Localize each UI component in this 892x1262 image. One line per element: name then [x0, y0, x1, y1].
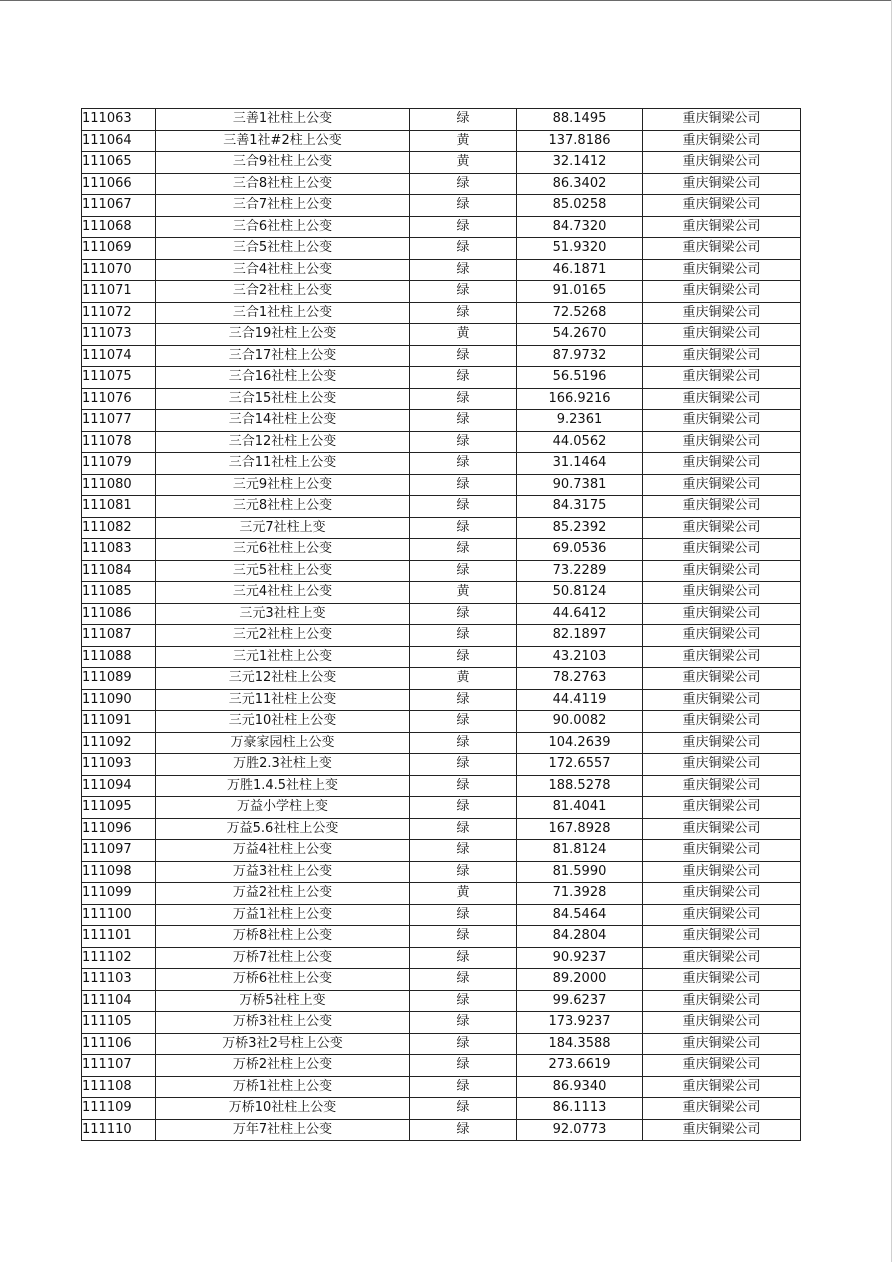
- table-row: [82, 754, 801, 776]
- cell-name: 三合15社柱上公变: [156, 388, 410, 410]
- cell-company: 重庆铜梁公司: [643, 195, 801, 217]
- cell-company: 重庆铜梁公司: [643, 453, 801, 475]
- cell-id: 111095: [82, 797, 156, 819]
- cell-id: 111068: [82, 216, 156, 238]
- cell-value: 167.8928: [517, 818, 643, 840]
- cell-id: 111097: [82, 840, 156, 862]
- cell-id: 111090: [82, 689, 156, 711]
- cell-status-color: 绿: [410, 281, 517, 303]
- cell-name: 三合7社柱上公变: [156, 195, 410, 217]
- cell-company: 重庆铜梁公司: [643, 474, 801, 496]
- cell-value: 72.5268: [517, 302, 643, 324]
- cell-status-color: 绿: [410, 1098, 517, 1120]
- cell-value: 166.9216: [517, 388, 643, 410]
- cell-value: 99.6237: [517, 990, 643, 1012]
- table-row: [82, 259, 801, 281]
- cell-company: 重庆铜梁公司: [643, 947, 801, 969]
- cell-status-color: 绿: [410, 754, 517, 776]
- cell-company: 重庆铜梁公司: [643, 560, 801, 582]
- cell-id: 111110: [82, 1119, 156, 1141]
- cell-id: 111079: [82, 453, 156, 475]
- table-row: [82, 130, 801, 152]
- cell-name: 三元2社柱上公变: [156, 625, 410, 647]
- cell-company: 重庆铜梁公司: [643, 367, 801, 389]
- cell-value: 44.6412: [517, 603, 643, 625]
- cell-value: 87.9732: [517, 345, 643, 367]
- cell-id: 111063: [82, 109, 156, 131]
- cell-status-color: 绿: [410, 646, 517, 668]
- cell-status-color: 绿: [410, 195, 517, 217]
- cell-name: 三元1社柱上公变: [156, 646, 410, 668]
- cell-status-color: 绿: [410, 173, 517, 195]
- cell-id: 111089: [82, 668, 156, 690]
- cell-status-color: 绿: [410, 345, 517, 367]
- cell-id: 111086: [82, 603, 156, 625]
- cell-id: 111107: [82, 1055, 156, 1077]
- cell-company: 重庆铜梁公司: [643, 1012, 801, 1034]
- cell-company: 重庆铜梁公司: [643, 668, 801, 690]
- cell-value: 104.2639: [517, 732, 643, 754]
- cell-name: 三善1社柱上公变: [156, 109, 410, 131]
- cell-company: 重庆铜梁公司: [643, 109, 801, 131]
- transformer-table: [81, 108, 801, 1141]
- cell-name: 三善1社#2柱上公变: [156, 130, 410, 152]
- cell-value: 92.0773: [517, 1119, 643, 1141]
- cell-status-color: 绿: [410, 1055, 517, 1077]
- cell-company: 重庆铜梁公司: [643, 603, 801, 625]
- cell-value: 44.0562: [517, 431, 643, 453]
- cell-value: 44.4119: [517, 689, 643, 711]
- cell-company: 重庆铜梁公司: [643, 990, 801, 1012]
- cell-name: 三元8社柱上公变: [156, 496, 410, 518]
- cell-status-color: 绿: [410, 216, 517, 238]
- cell-name: 三元3社柱上变: [156, 603, 410, 625]
- table-row: [82, 173, 801, 195]
- cell-id: 111092: [82, 732, 156, 754]
- cell-name: 万桥10社柱上公变: [156, 1098, 410, 1120]
- cell-value: 89.2000: [517, 969, 643, 991]
- cell-status-color: 绿: [410, 840, 517, 862]
- table-body: [82, 109, 801, 1141]
- cell-company: 重庆铜梁公司: [643, 797, 801, 819]
- table-row: [82, 861, 801, 883]
- cell-id: 111085: [82, 582, 156, 604]
- table-row: [82, 818, 801, 840]
- cell-company: 重庆铜梁公司: [643, 517, 801, 539]
- cell-company: 重庆铜梁公司: [643, 689, 801, 711]
- cell-id: 111094: [82, 775, 156, 797]
- cell-value: 137.8186: [517, 130, 643, 152]
- cell-value: 90.7381: [517, 474, 643, 496]
- cell-id: 111098: [82, 861, 156, 883]
- cell-name: 万益2社柱上公变: [156, 883, 410, 905]
- cell-id: 111076: [82, 388, 156, 410]
- cell-value: 86.1113: [517, 1098, 643, 1120]
- cell-status-color: 绿: [410, 517, 517, 539]
- table-row: [82, 926, 801, 948]
- table-row: [82, 474, 801, 496]
- table-row: [82, 1055, 801, 1077]
- cell-status-color: 绿: [410, 1076, 517, 1098]
- cell-company: 重庆铜梁公司: [643, 861, 801, 883]
- cell-id: 111069: [82, 238, 156, 260]
- cell-value: 172.6557: [517, 754, 643, 776]
- cell-name: 三元4社柱上公变: [156, 582, 410, 604]
- cell-name: 万益1社柱上公变: [156, 904, 410, 926]
- table-row: [82, 668, 801, 690]
- cell-company: 重庆铜梁公司: [643, 754, 801, 776]
- cell-company: 重庆铜梁公司: [643, 1076, 801, 1098]
- cell-id: 111087: [82, 625, 156, 647]
- cell-value: 173.9237: [517, 1012, 643, 1034]
- cell-status-color: 黄: [410, 883, 517, 905]
- cell-name: 三元5社柱上公变: [156, 560, 410, 582]
- table-row: [82, 625, 801, 647]
- cell-name: 三合16社柱上公变: [156, 367, 410, 389]
- table-row: [82, 453, 801, 475]
- table-row: [82, 582, 801, 604]
- cell-id: 111070: [82, 259, 156, 281]
- table-row: [82, 109, 801, 131]
- cell-status-color: 绿: [410, 1012, 517, 1034]
- cell-name: 万桥3社柱上公变: [156, 1012, 410, 1034]
- cell-id: 111109: [82, 1098, 156, 1120]
- table-row: [82, 302, 801, 324]
- table-row: [82, 496, 801, 518]
- cell-company: 重庆铜梁公司: [643, 1098, 801, 1120]
- cell-id: 111081: [82, 496, 156, 518]
- cell-value: 84.5464: [517, 904, 643, 926]
- cell-name: 三合19社柱上公变: [156, 324, 410, 346]
- table-row: [82, 431, 801, 453]
- cell-status-color: 黄: [410, 130, 517, 152]
- cell-status-color: 黄: [410, 668, 517, 690]
- cell-id: 111077: [82, 410, 156, 432]
- cell-id: 111083: [82, 539, 156, 561]
- cell-id: 111067: [82, 195, 156, 217]
- cell-name: 万益3社柱上公变: [156, 861, 410, 883]
- cell-value: 31.1464: [517, 453, 643, 475]
- cell-value: 81.4041: [517, 797, 643, 819]
- cell-name: 三合4社柱上公变: [156, 259, 410, 281]
- cell-id: 111073: [82, 324, 156, 346]
- table-row: [82, 410, 801, 432]
- cell-name: 万桥7社柱上公变: [156, 947, 410, 969]
- cell-status-color: 绿: [410, 388, 517, 410]
- cell-status-color: 绿: [410, 410, 517, 432]
- cell-name: 三合2社柱上公变: [156, 281, 410, 303]
- cell-status-color: 绿: [410, 1119, 517, 1141]
- table-row: [82, 1012, 801, 1034]
- cell-value: 90.0082: [517, 711, 643, 733]
- cell-value: 81.5990: [517, 861, 643, 883]
- cell-company: 重庆铜梁公司: [643, 1033, 801, 1055]
- table-row: [82, 560, 801, 582]
- table-row: [82, 539, 801, 561]
- table-row: [82, 732, 801, 754]
- cell-company: 重庆铜梁公司: [643, 324, 801, 346]
- table-row: [82, 152, 801, 174]
- cell-id: 111102: [82, 947, 156, 969]
- cell-name: 万胜2.3社柱上变: [156, 754, 410, 776]
- table-row: [82, 1076, 801, 1098]
- cell-name: 三元10社柱上公变: [156, 711, 410, 733]
- cell-id: 111074: [82, 345, 156, 367]
- cell-name: 万益小学柱上变: [156, 797, 410, 819]
- table-row: [82, 689, 801, 711]
- cell-name: 三合14社柱上公变: [156, 410, 410, 432]
- cell-company: 重庆铜梁公司: [643, 259, 801, 281]
- cell-value: 85.0258: [517, 195, 643, 217]
- cell-status-color: 绿: [410, 947, 517, 969]
- cell-name: 三合17社柱上公变: [156, 345, 410, 367]
- cell-name: 三合5社柱上公变: [156, 238, 410, 260]
- cell-status-color: 绿: [410, 474, 517, 496]
- table-row: [82, 947, 801, 969]
- cell-status-color: 绿: [410, 453, 517, 475]
- cell-id: 111099: [82, 883, 156, 905]
- cell-id: 111078: [82, 431, 156, 453]
- table-row: [82, 711, 801, 733]
- cell-id: 111093: [82, 754, 156, 776]
- cell-value: 84.2804: [517, 926, 643, 948]
- cell-status-color: 黄: [410, 324, 517, 346]
- cell-name: 万胜1.4.5社柱上变: [156, 775, 410, 797]
- cell-name: 三合11社柱上公变: [156, 453, 410, 475]
- cell-status-color: 绿: [410, 689, 517, 711]
- cell-status-color: 绿: [410, 818, 517, 840]
- cell-name: 三合1社柱上公变: [156, 302, 410, 324]
- cell-id: 111071: [82, 281, 156, 303]
- cell-status-color: 绿: [410, 496, 517, 518]
- cell-value: 85.2392: [517, 517, 643, 539]
- cell-name: 三合6社柱上公变: [156, 216, 410, 238]
- cell-value: 73.2289: [517, 560, 643, 582]
- cell-name: 万桥5社柱上变: [156, 990, 410, 1012]
- page-top-rule: [0, 0, 892, 1]
- cell-status-color: 绿: [410, 431, 517, 453]
- table-row: [82, 883, 801, 905]
- table-row: [82, 1033, 801, 1055]
- cell-name: 三元7社柱上变: [156, 517, 410, 539]
- cell-company: 重庆铜梁公司: [643, 883, 801, 905]
- cell-company: 重庆铜梁公司: [643, 281, 801, 303]
- cell-value: 82.1897: [517, 625, 643, 647]
- cell-name: 三合12社柱上公变: [156, 431, 410, 453]
- cell-name: 万桥8社柱上公变: [156, 926, 410, 948]
- cell-status-color: 绿: [410, 1033, 517, 1055]
- cell-id: 111100: [82, 904, 156, 926]
- cell-company: 重庆铜梁公司: [643, 539, 801, 561]
- cell-status-color: 绿: [410, 367, 517, 389]
- cell-id: 111080: [82, 474, 156, 496]
- cell-value: 81.8124: [517, 840, 643, 862]
- cell-id: 111101: [82, 926, 156, 948]
- cell-value: 51.9320: [517, 238, 643, 260]
- cell-id: 111082: [82, 517, 156, 539]
- table-row: [82, 603, 801, 625]
- table-row: [82, 840, 801, 862]
- cell-value: 90.9237: [517, 947, 643, 969]
- cell-name: 三元12社柱上公变: [156, 668, 410, 690]
- cell-company: 重庆铜梁公司: [643, 152, 801, 174]
- table-row: [82, 388, 801, 410]
- cell-company: 重庆铜梁公司: [643, 388, 801, 410]
- cell-id: 111096: [82, 818, 156, 840]
- cell-company: 重庆铜梁公司: [643, 410, 801, 432]
- cell-status-color: 黄: [410, 152, 517, 174]
- table-row: [82, 324, 801, 346]
- table-row: [82, 969, 801, 991]
- cell-status-color: 绿: [410, 625, 517, 647]
- cell-id: 111091: [82, 711, 156, 733]
- cell-status-color: 绿: [410, 302, 517, 324]
- cell-company: 重庆铜梁公司: [643, 302, 801, 324]
- cell-value: 46.1871: [517, 259, 643, 281]
- cell-status-color: 绿: [410, 259, 517, 281]
- cell-company: 重庆铜梁公司: [643, 904, 801, 926]
- cell-company: 重庆铜梁公司: [643, 496, 801, 518]
- cell-company: 重庆铜梁公司: [643, 625, 801, 647]
- cell-status-color: 绿: [410, 238, 517, 260]
- table-row: [82, 517, 801, 539]
- cell-company: 重庆铜梁公司: [643, 345, 801, 367]
- table-row: [82, 281, 801, 303]
- cell-company: 重庆铜梁公司: [643, 646, 801, 668]
- cell-value: 32.1412: [517, 152, 643, 174]
- cell-company: 重庆铜梁公司: [643, 1119, 801, 1141]
- cell-value: 56.5196: [517, 367, 643, 389]
- cell-status-color: 绿: [410, 539, 517, 561]
- cell-status-color: 绿: [410, 861, 517, 883]
- table-row: [82, 345, 801, 367]
- cell-value: 69.0536: [517, 539, 643, 561]
- table-row: [82, 367, 801, 389]
- cell-value: 9.2361: [517, 410, 643, 432]
- cell-company: 重庆铜梁公司: [643, 216, 801, 238]
- cell-name: 万年7社柱上公变: [156, 1119, 410, 1141]
- cell-company: 重庆铜梁公司: [643, 173, 801, 195]
- table-row: [82, 195, 801, 217]
- cell-value: 184.3588: [517, 1033, 643, 1055]
- cell-value: 78.2763: [517, 668, 643, 690]
- cell-name: 万豪家园柱上公变: [156, 732, 410, 754]
- cell-name: 三元9社柱上公变: [156, 474, 410, 496]
- table-row: [82, 990, 801, 1012]
- cell-id: 111103: [82, 969, 156, 991]
- cell-status-color: 绿: [410, 109, 517, 131]
- cell-company: 重庆铜梁公司: [643, 926, 801, 948]
- cell-company: 重庆铜梁公司: [643, 238, 801, 260]
- cell-value: 188.5278: [517, 775, 643, 797]
- cell-value: 86.3402: [517, 173, 643, 195]
- cell-company: 重庆铜梁公司: [643, 775, 801, 797]
- cell-id: 111088: [82, 646, 156, 668]
- table-row: [82, 646, 801, 668]
- cell-status-color: 绿: [410, 711, 517, 733]
- cell-name: 三合9社柱上公变: [156, 152, 410, 174]
- table-row: [82, 1098, 801, 1120]
- cell-name: 万桥3社2号柱上公变: [156, 1033, 410, 1055]
- cell-id: 111064: [82, 130, 156, 152]
- cell-id: 111065: [82, 152, 156, 174]
- cell-company: 重庆铜梁公司: [643, 840, 801, 862]
- cell-company: 重庆铜梁公司: [643, 818, 801, 840]
- cell-value: 84.7320: [517, 216, 643, 238]
- cell-status-color: 绿: [410, 926, 517, 948]
- cell-id: 111108: [82, 1076, 156, 1098]
- cell-value: 273.6619: [517, 1055, 643, 1077]
- cell-name: 三元6社柱上公变: [156, 539, 410, 561]
- table-row: [82, 216, 801, 238]
- cell-name: 万桥1社柱上公变: [156, 1076, 410, 1098]
- cell-id: 111104: [82, 990, 156, 1012]
- cell-value: 91.0165: [517, 281, 643, 303]
- cell-company: 重庆铜梁公司: [643, 1055, 801, 1077]
- cell-name: 万桥6社柱上公变: [156, 969, 410, 991]
- cell-name: 三元11社柱上公变: [156, 689, 410, 711]
- cell-company: 重庆铜梁公司: [643, 431, 801, 453]
- cell-company: 重庆铜梁公司: [643, 732, 801, 754]
- cell-value: 71.3928: [517, 883, 643, 905]
- cell-name: 三合8社柱上公变: [156, 173, 410, 195]
- cell-id: 111105: [82, 1012, 156, 1034]
- table-row: [82, 797, 801, 819]
- cell-status-color: 绿: [410, 732, 517, 754]
- cell-status-color: 绿: [410, 969, 517, 991]
- cell-value: 43.2103: [517, 646, 643, 668]
- cell-id: 111066: [82, 173, 156, 195]
- cell-company: 重庆铜梁公司: [643, 711, 801, 733]
- cell-value: 50.8124: [517, 582, 643, 604]
- cell-company: 重庆铜梁公司: [643, 130, 801, 152]
- cell-name: 万益4社柱上公变: [156, 840, 410, 862]
- cell-name: 万桥2社柱上公变: [156, 1055, 410, 1077]
- cell-value: 86.9340: [517, 1076, 643, 1098]
- cell-status-color: 绿: [410, 560, 517, 582]
- cell-status-color: 绿: [410, 990, 517, 1012]
- cell-status-color: 绿: [410, 775, 517, 797]
- table-row: [82, 904, 801, 926]
- cell-company: 重庆铜梁公司: [643, 582, 801, 604]
- cell-value: 54.2670: [517, 324, 643, 346]
- cell-status-color: 绿: [410, 904, 517, 926]
- table-row: [82, 1119, 801, 1141]
- cell-value: 88.1495: [517, 109, 643, 131]
- cell-status-color: 绿: [410, 603, 517, 625]
- cell-id: 111075: [82, 367, 156, 389]
- table-row: [82, 238, 801, 260]
- table-row: [82, 775, 801, 797]
- cell-value: 84.3175: [517, 496, 643, 518]
- cell-status-color: 黄: [410, 582, 517, 604]
- cell-name: 万益5.6社柱上公变: [156, 818, 410, 840]
- cell-id: 111072: [82, 302, 156, 324]
- cell-id: 111084: [82, 560, 156, 582]
- cell-id: 111106: [82, 1033, 156, 1055]
- cell-status-color: 绿: [410, 797, 517, 819]
- cell-company: 重庆铜梁公司: [643, 969, 801, 991]
